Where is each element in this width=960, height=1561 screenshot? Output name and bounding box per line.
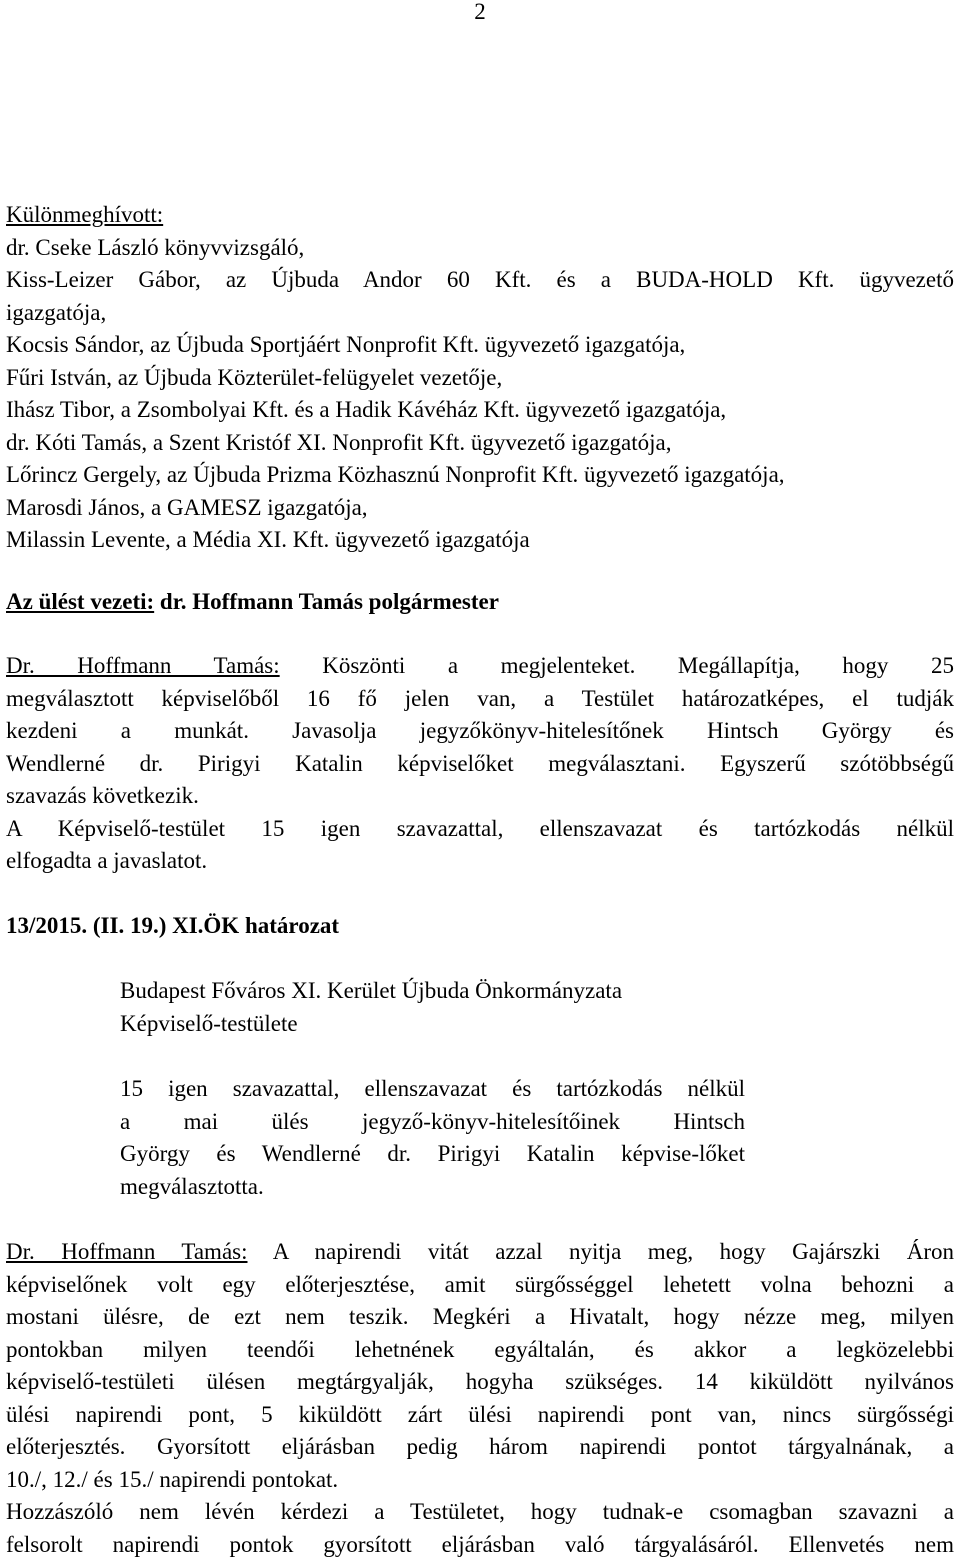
speech-line: ülési napirendi pont, 5 kiküldött zárt ülési napirendi pont van, nincs sürgősségi (6, 1401, 954, 1427)
invitee-line: dr. Kóti Tamás, a Szent Kristóf XI. Nonprofit Kft. ügyvezető igazgatója, (6, 429, 672, 455)
invitee-line: Ihász Tibor, a Zsombolyai Kft. és a Hadik Kávéház Kft. ügyvezető igazgatója, (6, 397, 727, 422)
speaker-name: Dr. Hoffmann Tamás: (6, 653, 280, 678)
speech-line: pontokban milyen teendői lehetnének egyáltalán, és akkor a legközelebbi (6, 1336, 954, 1362)
resolution-text-line: 15 igen szavazattal, ellenszavazat és tartózkodás nélkül (120, 1076, 745, 1101)
speech-line: Hozzászóló nem lévén kérdezi a Testületet, hogy tudnak-e csomagban szavazni a (6, 1499, 954, 1524)
resolution-text (120, 1073, 745, 1203)
resolution-text-line: megválasztotta. (120, 1173, 264, 1199)
speech-text: Köszönti a megjelenteket. Megállapítja, hogy 25 (322, 653, 954, 678)
chair-line (6, 586, 954, 619)
speech-line: előterjesztés. Gyorsított eljárásban pedig három napirendi pontot tárgyalnának, a (6, 1434, 954, 1459)
vote-line: A Képviselő-testület 15 igen szavazattal, ellenszavazat és tartózkodás nélkül (6, 815, 954, 841)
invitee-line: dr. Cseke László könyvvizsgáló, (6, 234, 305, 260)
speech-line: megválasztott képviselőből 16 fő jelen van, a Testület határozatképes, el tudják (6, 685, 954, 711)
vote-line: elfogadta a javaslatot. (6, 848, 208, 873)
speech-line (6, 1236, 954, 1269)
speech-line: képviselő-testületi ülésen megtárgyalják, hogyha szükséges. 14 kiküldött nyilvános (6, 1369, 954, 1394)
resolution-title: 13/2015. (II. 19.) XI.ÖK határozat (6, 913, 340, 938)
speech-2 (6, 1236, 954, 1561)
invitee-line: igazgatója, (6, 299, 107, 325)
page-number: 2 (474, 0, 486, 24)
invitees-section (6, 199, 954, 557)
invitee-line: Fűri István, az Újbuda Közterület-felügyelet vezetője, (6, 364, 503, 390)
speech-line: felsorolt napirendi pontok gyorsított eljárásban való tárgyalásáról. Ellenvetés nem (6, 1531, 954, 1557)
resolution-body-line: Képviselő-testülete (120, 1010, 298, 1036)
resolution-body (120, 975, 745, 1040)
speech-line: képviselőnek volt egy előterjesztése, amit sürgősséggel lehetett volna behozni a (6, 1271, 954, 1297)
speech-line: mostani ülésre, de ezt nem teszik. Megkéri a Hivatalt, hogy nézze meg, milyen (6, 1304, 954, 1329)
invitee-line: Lőrincz Gergely, az Újbuda Prizma Közhasznú Nonprofit Kft. ügyvezető igazgatója, (6, 462, 785, 487)
resolution-text-line: György és Wendlerné dr. Pirigyi Katalin képvise-lőket (120, 1141, 745, 1166)
invitees-heading: Különmeghívott: (6, 202, 164, 227)
invitee-line: Marosdi János, a GAMESZ igazgatója, (6, 494, 368, 520)
resolution-body-line: Budapest Főváros XI. Kerület Újbuda Önkormányzata (120, 978, 623, 1003)
speech-line: 10./, 12./ és 15./ napirendi pontokat. (6, 1466, 339, 1492)
speech-line: kezdeni a munkát. Javasolja jegyzőkönyv-hitelesítőnek Hintsch György és (6, 718, 954, 743)
chair-name: dr. Hoffmann Tamás polgármester (154, 589, 499, 614)
speech-text: A napirendi vitát azzal nyitja meg, hogy Gajárszki Áron (272, 1239, 954, 1264)
invitee-line: Milassin Levente, a Média XI. Kft. ügyvezető igazgatója (6, 527, 530, 552)
speech-line: szavazás következik. (6, 783, 199, 808)
invitee-line: Kiss-Leizer Gábor, az Újbuda Andor 60 Kft. és a BUDA-HOLD Kft. ügyvezető (6, 267, 954, 292)
speaker-name: Dr. Hoffmann Tamás: (6, 1239, 248, 1264)
resolution-text-line: a mai ülés jegyző-könyv-hitelesítőinek Hintsch (120, 1108, 745, 1134)
speech-1 (6, 650, 954, 878)
speech-line (6, 650, 954, 683)
speech-line: Wendlerné dr. Pirigyi Katalin képviselőket megválasztani. Egyszerű szótöbbségű (6, 750, 954, 776)
chair-label: Az ülést vezeti: (6, 589, 155, 614)
invitee-line: Kocsis Sándor, az Újbuda Sportjáért Nonprofit Kft. ügyvezető igazgatója, (6, 332, 686, 357)
